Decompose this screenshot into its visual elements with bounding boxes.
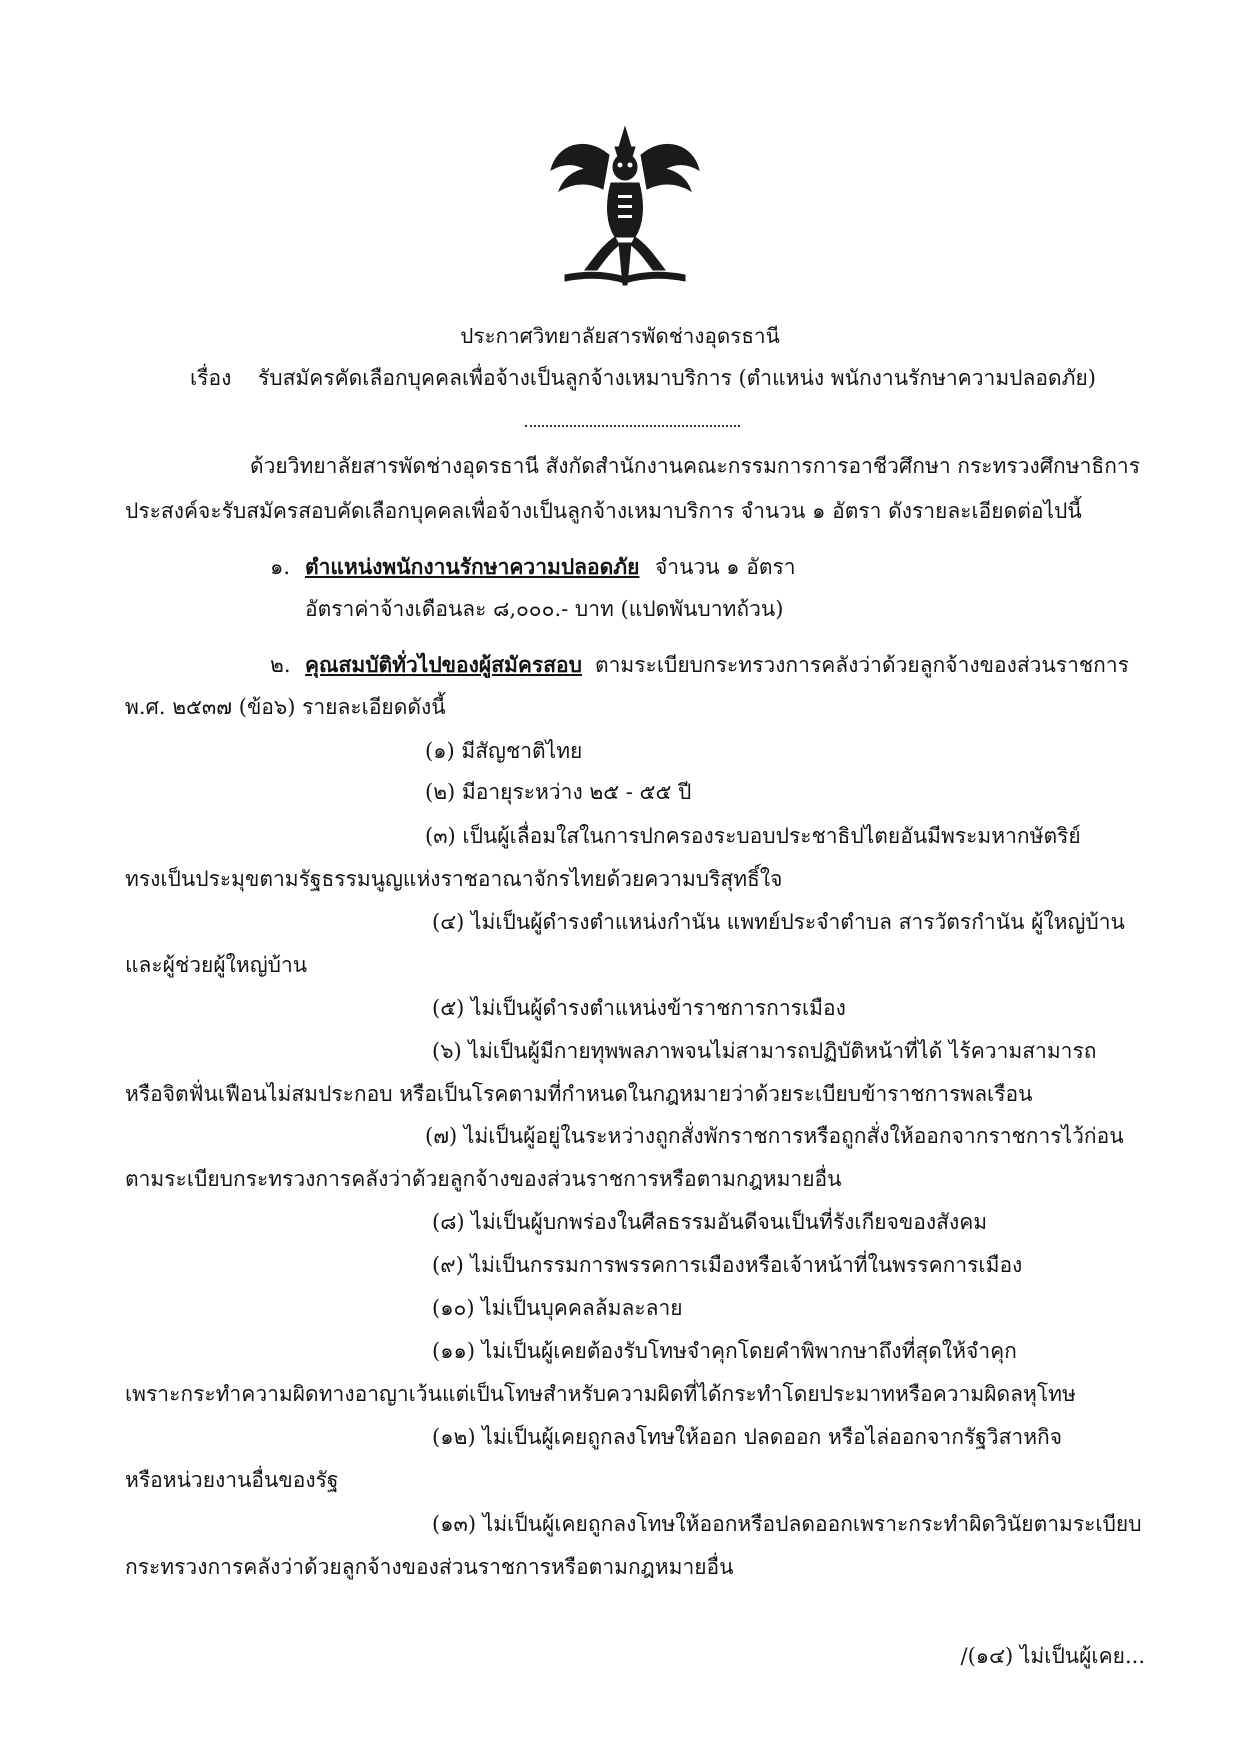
item-13: (๑๓) ไม่เป็นผู้เคยถูกลงโทษให้ออกหรือปลดออกเพราะกระทำผิดวินัยตามระเบียบ <box>432 1512 1142 1536</box>
section1-salary: อัตราค่าจ้างเดือนละ ๘,๐๐๐.- บาท (แปดพันบาทถ้วน) <box>305 597 784 621</box>
intro-line-1: ด้วยวิทยาลัยสารพัดช่างอุดรธานี สังกัดสำนักงานคณะกรรมการการอาชีวศึกษา กระทรวงศึกษาธิการ <box>250 454 1141 478</box>
section1-heading: ตำแหน่งพนักงานรักษาความปลอดภัย <box>305 554 640 579</box>
item-11-cont: เพราะกระทำความผิดทางอาญาเว้นแต่เป็นโทษสำหรับความผิดที่ได้กระทำโดยประมาทหรือความผิดลหุโทษ <box>125 1382 1076 1406</box>
item-6: (๖) ไม่เป็นผู้มีกายทุพพลภาพจนไม่สามารถปฏิบัติหน้าที่ได้ ไร้ความสามารถ <box>432 1039 1097 1063</box>
item-11: (๑๑) ไม่เป็นผู้เคยต้องรับโทษจำคุกโดยคำพิพากษาถึงที่สุดให้จำคุก <box>432 1339 1017 1363</box>
item-12-cont: หรือหน่วยงานอื่นของรัฐ <box>125 1468 339 1492</box>
intro-line-2: ประสงค์จะรับสมัครสอบคัดเลือกบุคคลเพื่อจ้างเป็นลูกจ้างเหมาบริการ จำนวน ๑ อัตรา ดังรายละเอียดต่อไปนี้ <box>125 499 1082 523</box>
section1-number: ๑. <box>270 555 291 579</box>
item-8: (๘) ไม่เป็นผู้บกพร่องในศีลธรรมอันดีจนเป็นที่รังเกียจของสังคม <box>432 1210 988 1234</box>
continued-note: /(๑๔) ไม่เป็นผู้เคย... <box>960 1644 1145 1668</box>
section2-heading: คุณสมบัติทั่วไปของผู้สมัครสอบ <box>305 652 582 677</box>
item-4-cont: และผู้ช่วยผู้ใหญ่บ้าน <box>125 953 308 977</box>
item-3: (๓) เป็นผู้เลื่อมใสในการปกครองระบอบประชาธิปไตยอันมีพระมหากษัตริย์ <box>425 824 1081 848</box>
section2-text: ตามระเบียบกระทรวงการคลังว่าด้วยลูกจ้างของส่วนราชการ <box>595 653 1129 677</box>
garuda-emblem <box>545 125 705 290</box>
item-12: (๑๒) ไม่เป็นผู้เคยถูกลงโทษให้ออก ปลดออก หรือไล่ออกจากรัฐวิสาหกิจ <box>432 1425 1063 1449</box>
separator-line <box>525 425 740 427</box>
section2-line-2: พ.ศ. ๒๕๓๗ (ข้อ๖) รายละเอียดดังนี้ <box>125 695 446 719</box>
item-3-cont: ทรงเป็นประมุขตามรัฐธรรมนูญแห่งราชอาณาจักรไทยด้วยความบริสุทธิ์ใจ <box>125 867 783 891</box>
item-1: (๑) มีสัญชาติไทย <box>425 739 583 763</box>
item-4: (๔) ไม่เป็นผู้ดำรงตำแหน่งกำนัน แพทย์ประจำตำบล สารวัตรกำนัน ผู้ใหญ่บ้าน <box>432 910 1125 934</box>
item-10: (๑๐) ไม่เป็นบุคคลล้มละลาย <box>432 1296 683 1320</box>
subject-text: รับสมัครคัดเลือกบุคคลเพื่อจ้างเป็นลูกจ้างเหมาบริการ (ตำแหน่ง พนักงานรักษาความปลอดภัย) <box>258 366 1096 390</box>
announcement-title: ประกาศวิทยาลัยสารพัดช่างอุดรธานี <box>460 324 780 348</box>
subject-label: เรื่อง <box>190 366 232 390</box>
item-2: (๒) มีอายุระหว่าง ๒๕ - ๕๕ ปี <box>425 780 692 804</box>
section2-number: ๒. <box>270 653 291 677</box>
section1-count: จำนวน ๑ อัตรา <box>655 555 796 579</box>
item-7: (๗) ไม่เป็นผู้อยู่ในระหว่างถูกสั่งพักราชการหรือถูกสั่งให้ออกจากราชการไว้ก่อน <box>425 1124 1124 1148</box>
item-13-cont: กระทรวงการคลังว่าด้วยลูกจ้างของส่วนราชการหรือตามกฎหมายอื่น <box>125 1555 734 1579</box>
item-5: (๕) ไม่เป็นผู้ดำรงตำแหน่งข้าราชการการเมือง <box>432 996 846 1020</box>
item-9: (๙) ไม่เป็นกรรมการพรรคการเมืองหรือเจ้าหน้าที่ในพรรคการเมือง <box>432 1253 1023 1277</box>
item-6-cont: หรือจิตฟั่นเฟือนไม่สมประกอบ หรือเป็นโรคตามที่กำหนดในกฎหมายว่าด้วยระเบียบข้าราชการพลเรือน <box>125 1082 1033 1106</box>
item-7-cont: ตามระเบียบกระทรวงการคลังว่าด้วยลูกจ้างของส่วนราชการหรือตามกฎหมายอื่น <box>125 1167 842 1191</box>
